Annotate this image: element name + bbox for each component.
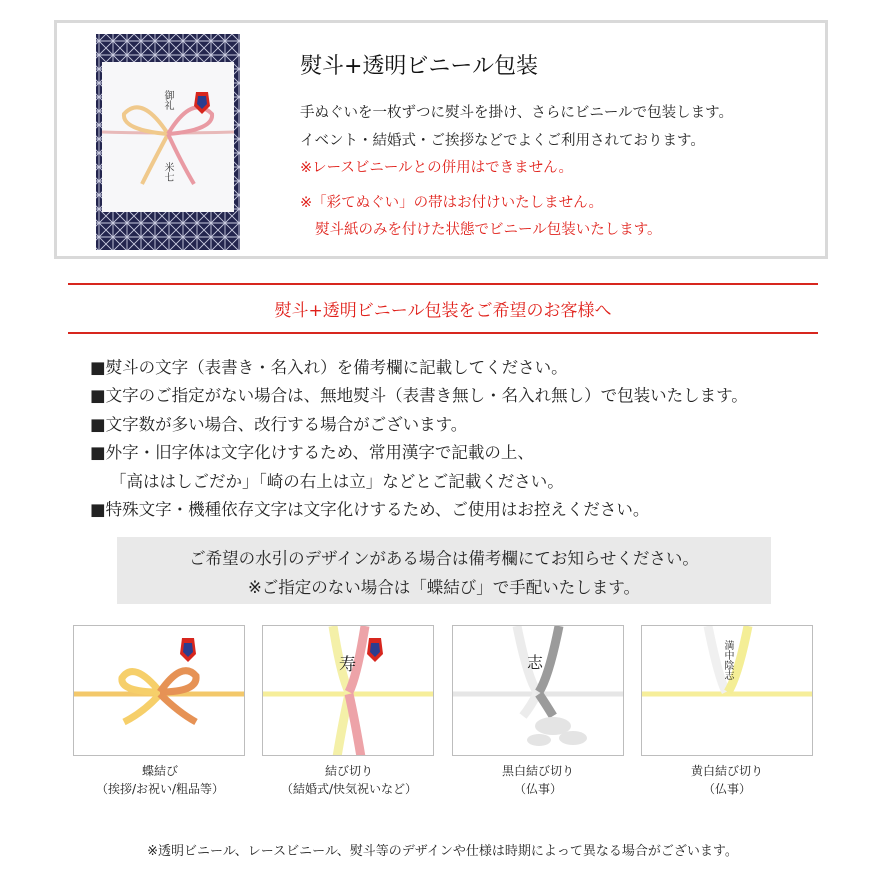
rule-line-5: 「高ははしごだか」「崎の右上は立」などとご記載ください。 (110, 472, 564, 491)
rule-line-1: ■熨斗の文字（表書き・名入れ）を備考欄に記載してください。 (90, 358, 568, 377)
design-use-musubikiri: （結婚式/快気祝いなど） (280, 782, 418, 796)
design-card-kokubyaku (452, 625, 624, 756)
intro-line-1: 手ぬぐいを一枚ずつに熨斗を掛け、さらにビニールで包装します。 (300, 105, 733, 121)
intro-title: 熨斗+透明ビニール包装 (300, 54, 538, 79)
design-use-kihaku: （仏事） (702, 782, 751, 796)
rule-line-2: ■文字のご指定がない場合は、無地熨斗（表書き無し・名入れ無し）で包装いたします。 (90, 386, 748, 405)
notice-box (117, 537, 771, 604)
warning-lace: ※レースビニールとの併用はできません。 (300, 160, 574, 176)
design-label-manchuinshi: 満中陰志 (722, 640, 733, 680)
design-use-kokubyaku: （仏事） (513, 782, 562, 796)
notice-line-2: ※ご指定のない場合は「蝶結び」で手配いたします。 (247, 578, 640, 597)
design-name-kokubyaku: 黒白結び切り (501, 764, 574, 778)
warning-band-detail: 熨斗紙のみを付けた状態でビニール包装いたします。 (315, 222, 662, 238)
design-label-kotobuki: 寿 (339, 655, 356, 675)
notice-line-1: ご希望の水引のデザインがある場合は備考欄にてお知らせください。 (189, 549, 699, 568)
towel-package-image (92, 34, 244, 250)
intro-line-2: イベント・結婚式・ご挨拶などでよくご利用されております。 (300, 133, 705, 149)
design-card-musubikiri (262, 625, 434, 756)
design-card-chomusubi (73, 625, 245, 756)
rule-line-3: ■文字数が多い場合、改行する場合がございます。 (90, 415, 468, 434)
design-card-kihaku (641, 625, 813, 756)
request-heading: 熨斗+透明ビニール包装をご希望のお客様へ (274, 301, 612, 321)
heading-rule-bottom (68, 332, 818, 334)
design-name-musubikiri: 結び切り (324, 764, 373, 778)
rule-line-6: ■特殊文字・機種依存文字は文字化けするため、ご使用はお控えください。 (90, 500, 650, 519)
heading-rule-top (68, 283, 818, 285)
design-name-kihaku: 黄白結び切り (690, 764, 763, 778)
design-use-chomusubi: （挨拶/お祝い/粗品等） (95, 782, 225, 796)
rule-line-4: ■外字・旧字体は文字化けするため、常用漢字で記載の上、 (90, 443, 534, 462)
warning-band: ※「彩てぬぐい」の帯はお付けいたしません。 (300, 195, 604, 211)
design-name-chomusubi: 蝶結び (141, 764, 178, 778)
noshi-top-label: 御礼 (162, 90, 173, 110)
noshi-name-label: 米七 (162, 162, 173, 182)
design-label-kokorozashi: 志 (527, 653, 544, 672)
footnote: ※透明ビニール、レースビニール、熨斗等のデザインや仕様は時期によって異なる場合がございます。 (147, 844, 738, 859)
